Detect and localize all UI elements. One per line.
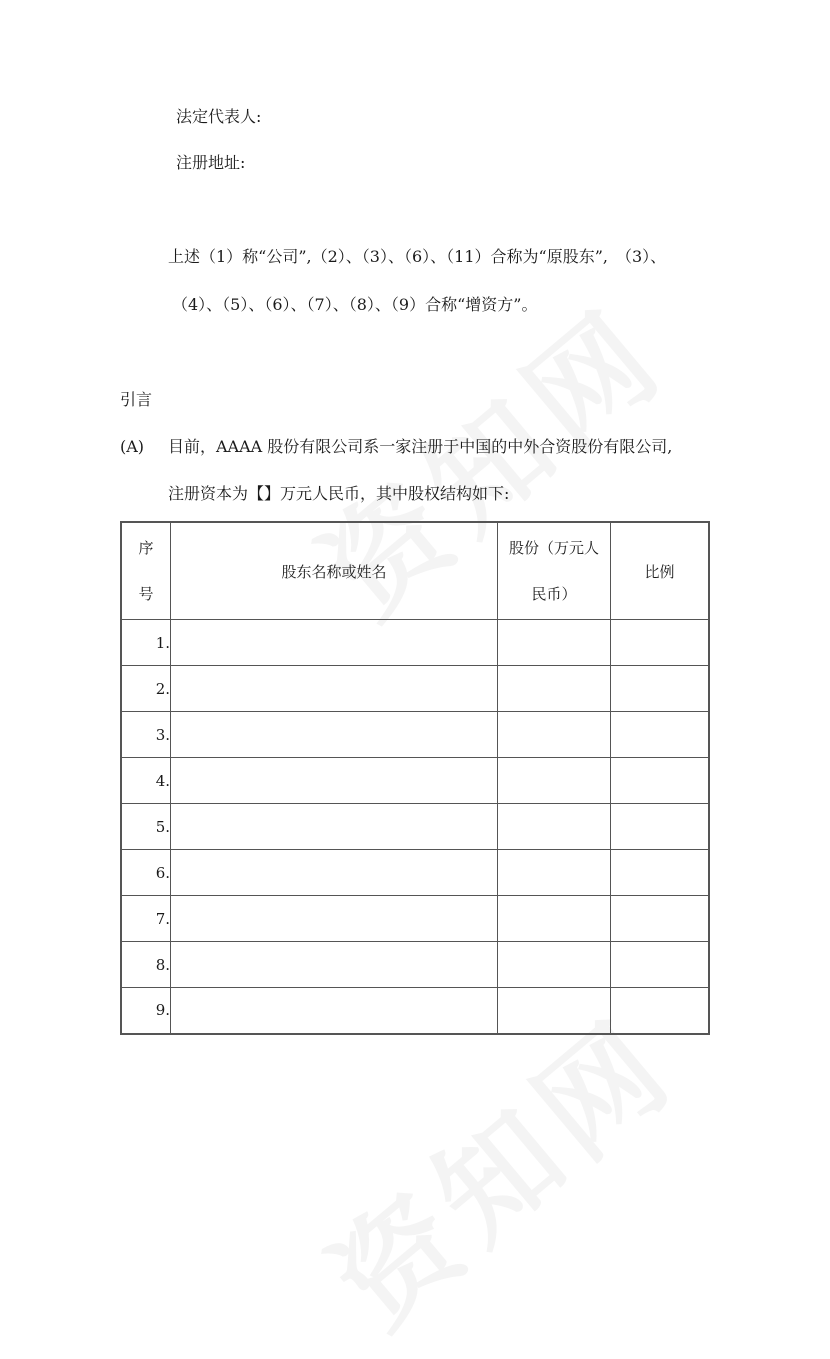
row-shares-cell: [498, 804, 611, 850]
row-ratio-cell: [611, 620, 710, 666]
clause-a-label: (A): [120, 437, 145, 456]
row-number: 2.: [121, 666, 171, 712]
row-shares-cell: [498, 850, 611, 896]
header-no-line1: 序: [138, 539, 154, 557]
clause-a-line-2: 注册资本为【】万元人民币，其中股权结构如下:: [168, 484, 510, 503]
row-name-cell: [171, 758, 498, 804]
row-name-cell: [171, 804, 498, 850]
row-number: 7.: [121, 896, 171, 942]
table-body: [121, 620, 709, 1034]
row-name-cell: [171, 850, 498, 896]
row-shares-cell: [498, 620, 611, 666]
header-no: [121, 522, 171, 620]
table-row: [121, 620, 709, 666]
row-name-cell: [171, 712, 498, 758]
table-row: [121, 804, 709, 850]
row-ratio-cell: [611, 850, 710, 896]
table-row: [121, 988, 709, 1034]
table-row: [121, 666, 709, 712]
row-shares-cell: [498, 666, 611, 712]
row-name-cell: [171, 988, 498, 1034]
row-shares-cell: [498, 988, 611, 1034]
header-no-line2: 号: [138, 585, 154, 603]
row-name-cell: [171, 896, 498, 942]
row-name-cell: [171, 666, 498, 712]
row-ratio-cell: [611, 988, 710, 1034]
header-shares-line1: 股份（万元人: [508, 539, 599, 557]
header-shares-line2: 民币）: [531, 585, 577, 603]
parties-definition-line-2: （4）、（5）、（6）、（7）、（8）、（9）合称“增资方”。: [172, 295, 538, 314]
row-ratio-cell: [611, 758, 710, 804]
header-ratio: 比例: [611, 522, 710, 620]
row-number: 1.: [121, 620, 171, 666]
row-number: 3.: [121, 712, 171, 758]
row-number: 9.: [121, 988, 171, 1034]
row-ratio-cell: [611, 666, 710, 712]
row-name-cell: [171, 942, 498, 988]
row-shares-cell: [498, 942, 611, 988]
row-ratio-cell: [611, 896, 710, 942]
table-row: [121, 758, 709, 804]
registered-address-line: 注册地址:: [176, 153, 246, 172]
row-ratio-cell: [611, 942, 710, 988]
equity-structure-table: [120, 521, 710, 1035]
row-ratio-cell: [611, 804, 710, 850]
table-row: [121, 712, 709, 758]
parties-definition-line-1: 上述（1）称“公司”,（2）、（3）、（6）、（11）合称为“原股东”, （3）、: [168, 247, 667, 266]
table-header-row: [121, 522, 709, 620]
row-number: 4.: [121, 758, 171, 804]
row-shares-cell: [498, 896, 611, 942]
row-number: 6.: [121, 850, 171, 896]
header-shares: [498, 522, 611, 620]
row-shares-cell: [498, 712, 611, 758]
table-row: [121, 896, 709, 942]
clause-a-line-1: 目前，AAAA 股份有限公司系一家注册于中国的中外合资股份有限公司,: [168, 437, 673, 456]
table-row: [121, 942, 709, 988]
table-row: [121, 850, 709, 896]
row-number: 8.: [121, 942, 171, 988]
intro-heading: 引言: [120, 390, 153, 409]
row-shares-cell: [498, 758, 611, 804]
header-name: 股东名称或姓名: [171, 522, 498, 620]
row-name-cell: [171, 620, 498, 666]
row-ratio-cell: [611, 712, 710, 758]
row-number: 5.: [121, 804, 171, 850]
legal-representative-line: 法定代表人:: [176, 107, 262, 126]
